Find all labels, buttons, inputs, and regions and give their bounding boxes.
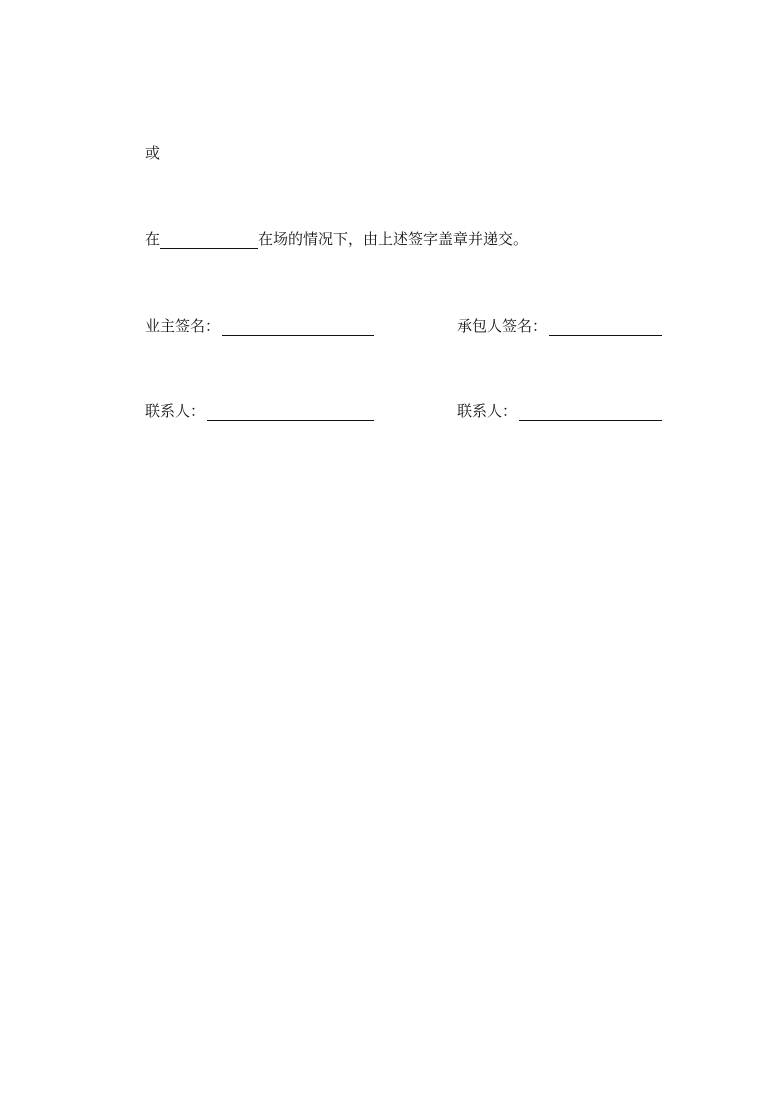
contractor-signature-label: 承包人签名： — [457, 317, 548, 335]
witness-blank-field[interactable] — [160, 232, 258, 249]
owner-signature-row — [145, 316, 374, 336]
witness-prefix: 在 — [145, 230, 161, 248]
contractor-contact-row — [457, 401, 662, 421]
owner-signature-field[interactable] — [222, 319, 374, 336]
or-text: 或 — [145, 144, 161, 162]
contractor-signature-field[interactable] — [549, 319, 662, 336]
owner-signature-label: 业主签名： — [145, 317, 221, 335]
owner-contact-field[interactable] — [207, 404, 374, 421]
contractor-signature-row — [457, 316, 662, 336]
owner-contact-row — [145, 401, 374, 421]
contractor-contact-label: 联系人： — [457, 402, 518, 420]
witness-suffix: 在场的情况下，由上述签字盖章并递交。 — [258, 230, 529, 248]
contractor-contact-field[interactable] — [519, 404, 662, 421]
or-line — [145, 143, 160, 163]
witness-line — [145, 229, 528, 249]
owner-contact-label: 联系人： — [145, 402, 206, 420]
